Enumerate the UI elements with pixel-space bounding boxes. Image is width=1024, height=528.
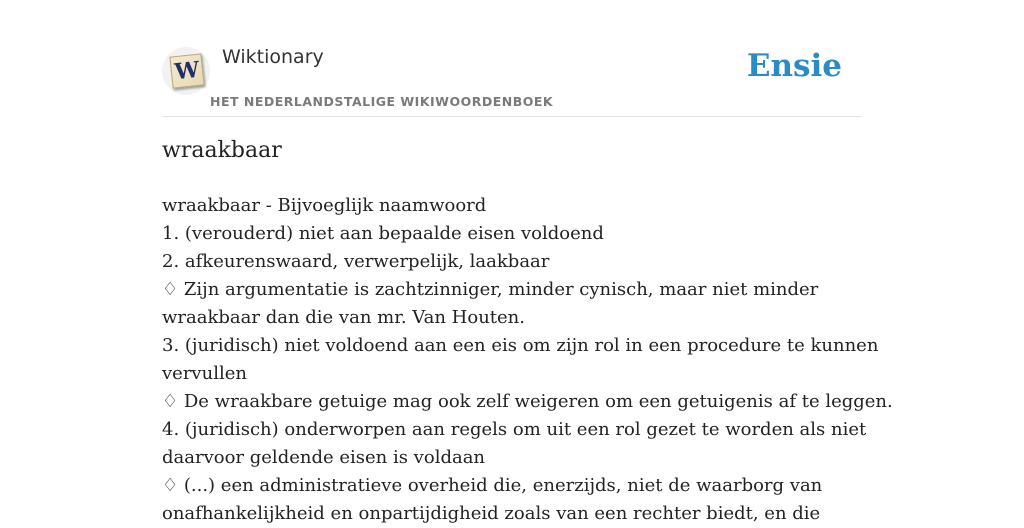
entry-line: vervullen: [162, 363, 247, 384]
entry-line: ♢ (...) een administratieve overheid die, enerzijds, niet de waarborg van: [162, 475, 823, 496]
site-header: [162, 0, 862, 117]
entry-line: 3. (juridisch) niet voldoend aan een eis om zijn rol in een procedure te kunnen: [162, 335, 879, 356]
site-name[interactable]: Wiktionary: [222, 46, 324, 68]
wiktionary-logo-icon: W: [169, 53, 204, 88]
entry-line: 2. afkeurenswaard, verwerpelijk, laakbaar: [162, 251, 550, 272]
entry-line: wraakbaar - Bijvoeglijk naamwoord: [162, 195, 487, 216]
ensie-brand-link[interactable]: Ensie: [746, 48, 842, 84]
site-tagline: HET NEDERLANDSTALIGE WIKIWOORDENBOEK: [210, 94, 554, 109]
entry-line: ♢ De wraakbare getuige mag ook zelf weigeren om een getuigenis af te leggen.: [162, 391, 893, 412]
entry-line: onafhankelijkheid en onpartijdigheid zoals van een rechter biedt, en die: [162, 503, 821, 524]
wiktionary-logo[interactable]: [162, 47, 210, 95]
entry-line: 4. (juridisch) onderworpen aan regels om uit een rol gezet te worden als niet: [162, 419, 867, 440]
entry-body: [162, 192, 893, 528]
entry-line: ♢ Zijn argumentatie is zachtzinniger, minder cynisch, maar niet minder: [162, 279, 819, 300]
entry-line: daarvoor geldende eisen is voldaan: [162, 447, 486, 468]
entry-line: wraakbaar dan die van mr. Van Houten.: [162, 307, 525, 328]
entry-line: 1. (verouderd) niet aan bepaalde eisen voldoend: [162, 223, 604, 244]
entry-title: wraakbaar: [162, 138, 282, 163]
